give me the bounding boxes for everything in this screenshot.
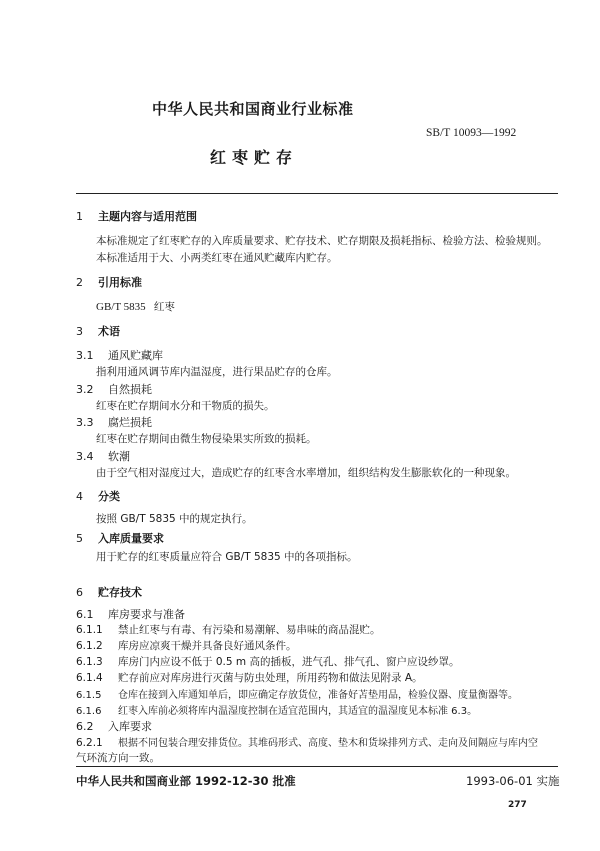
clause-6-1-3: 6.1.3 库房门内应设不低于 0.5 m 高的插板，进气孔、排气孔、窗户应设纱罩。 <box>76 656 460 668</box>
approval-statement: 中华人民共和国商业部 1992-12-30 批准 <box>76 774 296 788</box>
section-1-para-2: 本标准适用于大、小两类红枣在通风贮藏库内贮存。 <box>96 252 338 264</box>
section-title: 引用标准 <box>98 276 142 289</box>
section-number: 5 <box>76 532 83 545</box>
section-title: 入库质量要求 <box>98 532 164 545</box>
term-3-1: 3.1 通风贮藏库 <box>76 349 163 362</box>
bottom-divider <box>76 766 558 767</box>
clause-6-2-1-continuation: 气环流方向一致。 <box>76 752 160 764</box>
term-3-1-definition: 指利用通风调节库内温湿度，进行果品贮存的仓库。 <box>96 366 338 378</box>
section-2-heading <box>76 274 142 290</box>
subsection-6-2: 6.2 入库要求 <box>76 720 152 733</box>
effective-date: 1993-06-01 实施 <box>466 774 560 788</box>
reference-code: GB/T 5835 <box>96 301 146 313</box>
clause-6-1-2: 6.1.2 库房应凉爽干燥并具备良好通风条件。 <box>76 640 297 652</box>
clause-6-2-1: 6.2.1 根据不同包装合理安排货位。其堆码形式、高度、垫木和货垛排列方式、走向及间隔应与库内空 <box>76 737 538 749</box>
section-6-heading <box>76 584 142 600</box>
section-1-para-1: 本标准规定了红枣贮存的入库质量要求、贮存技术、贮存期限及损耗指标、检验方法、检验规则。 <box>96 235 548 247</box>
document-title: 红枣贮存 <box>210 148 299 167</box>
standard-organization: 中华人民共和国商业行业标准 <box>152 100 354 118</box>
section-title: 贮存技术 <box>98 586 142 599</box>
section-number: 1 <box>76 210 83 223</box>
reference-standard <box>96 299 175 314</box>
section-number: 6 <box>76 586 83 599</box>
subsection-title: 库房要求与准备 <box>108 608 185 621</box>
section-5-heading <box>76 530 164 546</box>
clause-6-1-4: 6.1.4 贮存前应对库房进行灭菌与防虫处理，所用药物和做法见附录 A。 <box>76 672 423 684</box>
section-4-para: 按照 GB/T 5835 中的规定执行。 <box>96 513 253 525</box>
page-number: 277 <box>508 800 527 810</box>
section-4-heading <box>76 488 120 504</box>
term-3-2-definition: 红枣在贮存期间水分和干物质的损失。 <box>96 400 275 412</box>
top-divider <box>76 193 558 194</box>
section-title: 主题内容与适用范围 <box>98 210 197 223</box>
term-3-2: 3.2 自然损耗 <box>76 383 152 396</box>
section-1-heading <box>76 208 197 224</box>
section-3-heading <box>76 323 120 339</box>
section-5-para: 用于贮存的红枣质量应符合 GB/T 5835 中的各项指标。 <box>96 551 358 563</box>
section-number: 4 <box>76 490 83 503</box>
section-number: 2 <box>76 276 83 289</box>
term-name: 自然损耗 <box>108 383 152 396</box>
term-3-3: 3.3 腐烂损耗 <box>76 416 152 429</box>
term-name: 腐烂损耗 <box>108 416 152 429</box>
term-3-4: 3.4 软潮 <box>76 450 130 463</box>
reference-name: 红枣 <box>153 301 175 313</box>
term-3-3-definition: 红枣在贮存期间由微生物侵染果实所致的损耗。 <box>96 433 317 445</box>
subsection-title: 入库要求 <box>108 720 152 733</box>
clause-6-1-1: 6.1.1 禁止红枣与有毒、有污染和易潮解、易串味的商品混贮。 <box>76 624 381 636</box>
section-title: 分类 <box>98 490 120 503</box>
section-number: 3 <box>76 325 83 338</box>
term-name: 通风贮藏库 <box>108 349 163 362</box>
clause-6-1-6: 6.1.6 红枣入库前必须将库内温湿度控制在适宜范围内，其适宜的温湿度见本标准 6.3。 <box>76 706 478 717</box>
term-name: 软潮 <box>108 450 130 463</box>
section-title: 术语 <box>98 325 120 338</box>
clause-6-1-5: 6.1.5 仓库在接到入库通知单后，即应确定存放货位，准备好苫垫用品，检验仪器、度量衡器等。 <box>76 690 518 701</box>
term-3-4-definition: 由于空气相对湿度过大，造成贮存的红枣含水率增加，组织结构发生膨胀软化的一种现象。 <box>96 467 516 479</box>
standard-code: SB/T 10093—1992 <box>426 127 517 139</box>
subsection-6-1: 6.1 库房要求与准备 <box>76 608 185 621</box>
